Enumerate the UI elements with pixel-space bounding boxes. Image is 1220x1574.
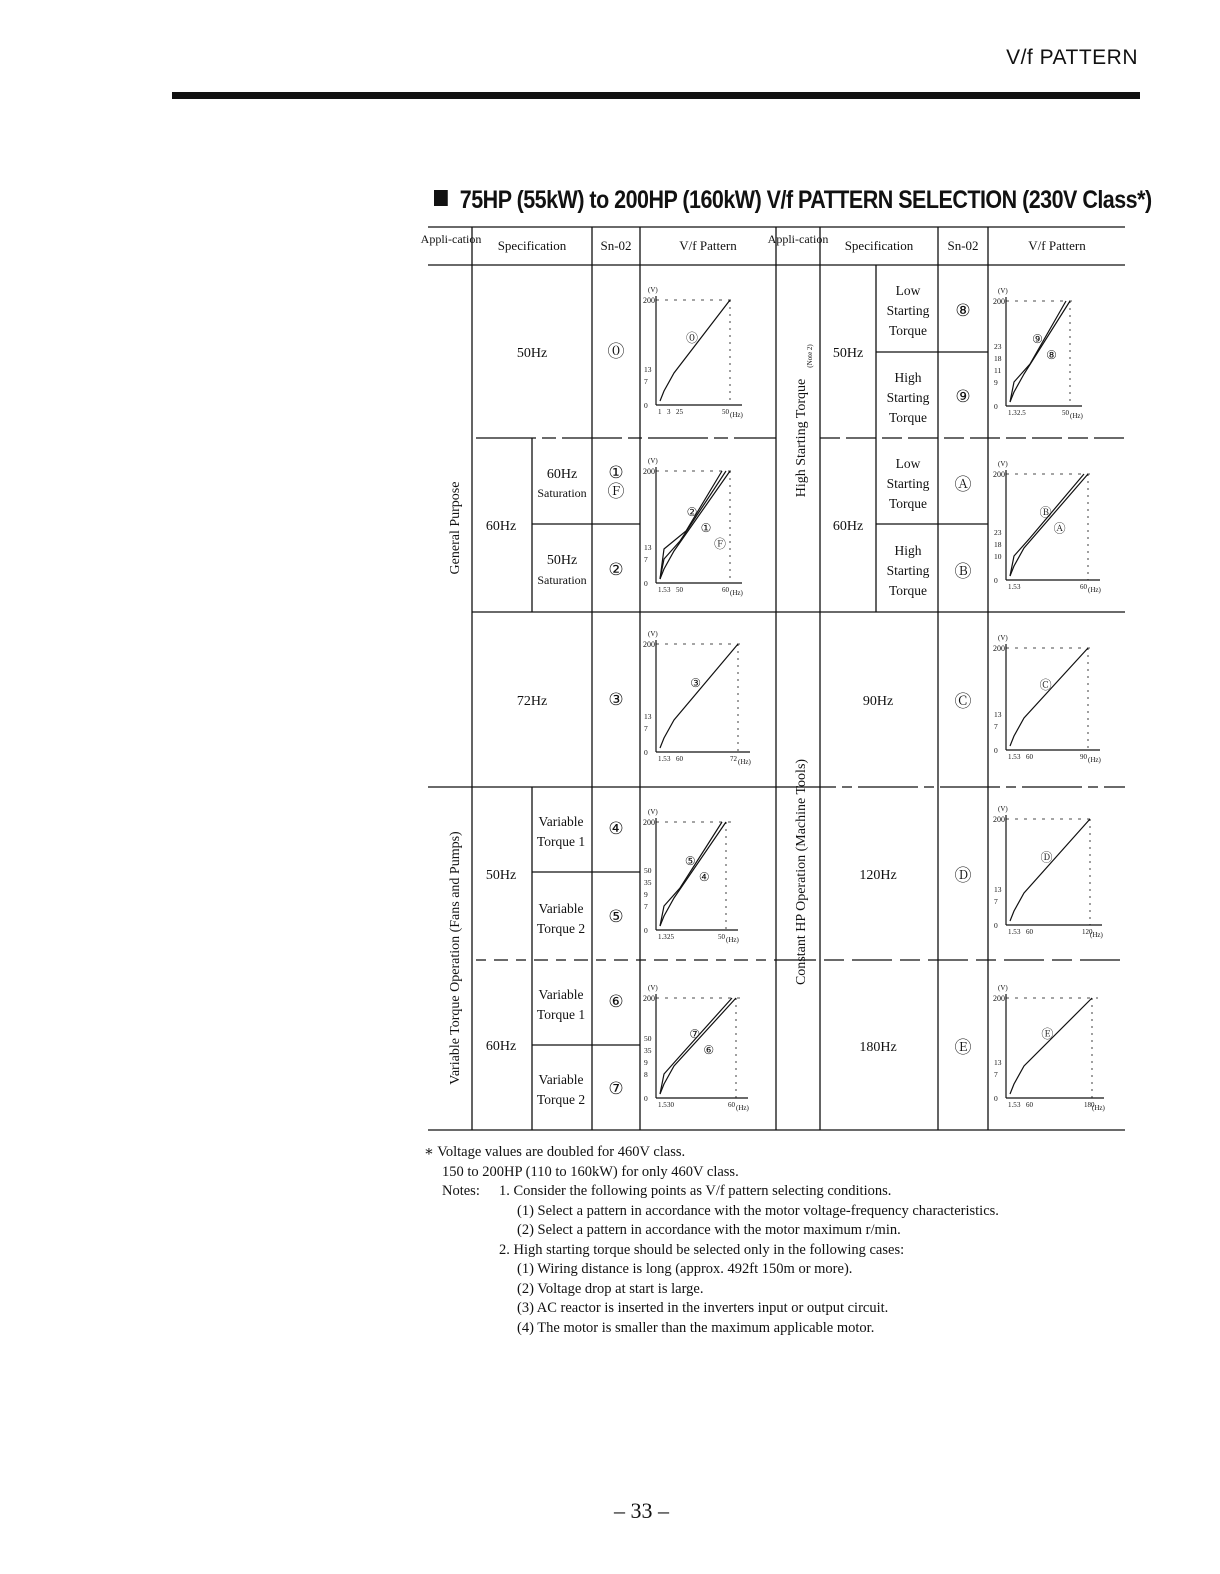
graph-tick-x: 60	[1080, 583, 1087, 591]
label-note2: (Note 2)	[806, 344, 814, 368]
header-sn02-left: Sn-02	[600, 238, 632, 253]
graph-tick-x: 2.5	[1017, 409, 1026, 417]
graph-tick-y: 7	[644, 902, 648, 911]
graph-tick-x: 3	[1017, 583, 1021, 591]
section-header: V/f PATTERN	[1006, 46, 1138, 69]
graph-tick-x: 1.5	[658, 755, 667, 763]
graph-unit-hz: (Hz)	[730, 589, 743, 597]
graph-curve	[660, 471, 726, 579]
graph-tick-200: 200	[643, 640, 655, 649]
spec-180hz: 180Hz	[859, 1040, 897, 1055]
graph-tick-y: 18	[994, 540, 1002, 549]
graph-tick-y: 0	[994, 1094, 998, 1103]
graph-unit-hz: (Hz)	[1092, 1104, 1105, 1112]
graph-unit-v: (V)	[648, 984, 658, 992]
graph-curve-label: ②	[686, 504, 698, 519]
torque-label: Low Starting Torque	[886, 283, 930, 338]
graph-unit-v: (V)	[648, 808, 658, 816]
graph-tick-x: 60	[1026, 1101, 1033, 1109]
sn-6: ⑥	[608, 992, 624, 1011]
graph-curve	[1010, 301, 1070, 402]
graph-tick-y: 0	[994, 402, 998, 411]
graph-curve-label: Ⓕ	[713, 536, 727, 551]
page-number: – 33 –	[614, 1498, 669, 1523]
graph-tick-x: 50	[1062, 409, 1069, 417]
note-2b: (2) Voltage drop at start is large.	[517, 1280, 704, 1297]
graph-tick-y: 50	[644, 866, 652, 875]
graph-tick-x: 120	[1082, 928, 1093, 936]
graph-tick-x: 25	[676, 408, 683, 416]
graph-tick-x: 90	[1080, 753, 1087, 761]
graph-tick-x: 60	[722, 586, 729, 594]
graph-curve-label: ③	[690, 676, 701, 691]
footnote-star1: ∗ Voltage values are doubled for 460V class.	[424, 1144, 686, 1160]
graph-tick-200: 200	[643, 818, 655, 827]
vt-label: Variable Torque 2	[536, 901, 586, 936]
spec-60hz-sat-sub: Saturation	[537, 486, 587, 500]
graph-curve	[660, 998, 736, 1094]
graph-curve-label: ⓪	[685, 331, 699, 345]
sn-2: ②	[608, 560, 624, 579]
vt-label: Variable Torque 1	[536, 814, 586, 849]
note-2a: (1) Wiring distance is long (approx. 492ft 150m or more).	[517, 1261, 853, 1277]
graph-tick-y: 13	[994, 1058, 1002, 1067]
graph-curve	[660, 822, 726, 926]
sn-8: ⑧	[955, 301, 971, 320]
graph-tick-y: 0	[994, 921, 998, 930]
graph-curve	[660, 471, 730, 579]
label-high-starting: High Starting Torque	[794, 378, 809, 498]
graph-curve-label: Ⓔ	[1041, 1027, 1054, 1041]
graph-tick-y: 7	[644, 377, 648, 386]
graph-tick-y: 0	[644, 401, 648, 410]
page-title-text: 75HP (55kW) to 200HP (160kW) V/f PATTERN SELECTION (230V Class*)	[459, 186, 1152, 214]
sn-B: Ⓑ	[954, 562, 972, 581]
graph-curve	[1010, 819, 1090, 921]
graph-tick-y: 7	[994, 722, 998, 731]
label-constant-hp: Constant HP Operation (Machine Tools)	[794, 758, 809, 986]
graph-curve-label: ④	[698, 870, 710, 885]
sn-4: ④	[608, 819, 624, 838]
graph-curve-label: Ⓐ	[1053, 521, 1066, 536]
header-pattern-right: V/f Pattern	[1028, 238, 1086, 253]
note-2d: (4) The motor is smaller than the maximum applicable motor.	[517, 1319, 875, 1336]
graph-tick-x: 1.5	[1008, 583, 1017, 591]
graph-tick-200: 200	[643, 467, 655, 476]
graph-curve-label: Ⓑ	[1039, 505, 1052, 520]
header-application-left: Appli-cation	[420, 232, 482, 246]
header-specification-left: Specification	[497, 238, 567, 253]
label-variable-torque: Variable Torque Operation (Fans and Pumps)	[448, 831, 463, 1085]
graph-tick-y: 13	[644, 365, 652, 374]
graph-tick-y: 9	[644, 890, 648, 899]
graph-unit-hz: (Hz)	[726, 936, 739, 944]
note-1b: (2) Select a pattern in accordance with the motor maximum r/min.	[517, 1222, 901, 1238]
graph-unit-hz: (Hz)	[1070, 412, 1083, 420]
graph-curve-label: ⑨	[1032, 332, 1043, 346]
graph-tick-x: 60	[676, 755, 683, 763]
footnote-star2: 150 to 200HP (110 to 160kW) for only 460V class.	[442, 1163, 739, 1180]
graph-curve	[1010, 474, 1084, 576]
graph-unit-hz: (Hz)	[730, 411, 743, 419]
sn-3: ③	[608, 690, 624, 709]
graph-tick-200: 200	[993, 815, 1005, 824]
graph-curve	[660, 300, 730, 401]
header-pattern-left: V/f Pattern	[679, 238, 737, 253]
graph-tick-x: 50	[722, 408, 729, 416]
graph-tick-200: 200	[643, 994, 655, 1003]
graph-tick-y: 7	[994, 1070, 998, 1079]
graph-unit-hz: (Hz)	[738, 758, 751, 766]
graph-unit-v: (V)	[648, 630, 658, 638]
sn-9: ⑨	[955, 387, 971, 406]
label-general-purpose: General Purpose	[448, 481, 463, 575]
graph-tick-y: 35	[644, 878, 652, 887]
sn-A: Ⓐ	[954, 475, 972, 494]
note-1: 1. Consider the following points as V/f pattern selecting conditions.	[499, 1183, 892, 1199]
sn-C: Ⓒ	[954, 692, 972, 711]
torque-label: High Starting Torque	[886, 543, 930, 598]
graph-tick-x: 3	[667, 755, 671, 763]
graph-tick-y: 13	[994, 885, 1002, 894]
graph-tick-x: 3	[1017, 1101, 1021, 1109]
graph-tick-y: 0	[994, 576, 998, 585]
note-1a: (1) Select a pattern in accordance with the motor voltage-frequency characteristics.	[517, 1202, 999, 1219]
graph-tick-y: 9	[644, 1058, 648, 1067]
sn-E: Ⓔ	[954, 1038, 972, 1057]
spec-v60hz: 60Hz	[485, 1039, 517, 1054]
graph-tick-y: 9	[994, 378, 998, 387]
table-header	[421, 232, 1087, 253]
graph-unit-hz: (Hz)	[1088, 756, 1101, 764]
graph-unit-v: (V)	[648, 286, 658, 294]
graph-unit-v: (V)	[998, 634, 1008, 642]
graph-unit-hz: (Hz)	[1090, 931, 1103, 939]
graph-tick-x: 1.5	[658, 1101, 667, 1109]
graph-tick-y: 8	[644, 1070, 648, 1079]
graph-curve-label: ⑧	[1046, 348, 1057, 362]
footnotes	[424, 1143, 999, 1338]
graph-tick-y: 0	[644, 926, 648, 935]
graph-unit-hz: (Hz)	[1088, 586, 1101, 594]
note-2c: (3) AC reactor is inserted in the inverters input or output circuit.	[517, 1300, 889, 1316]
vt-label: Variable Torque 1	[536, 987, 586, 1022]
spec-50hz-sat-sub: Saturation	[537, 573, 587, 587]
graph-tick-x: 60	[1026, 928, 1033, 936]
graph-curve	[1010, 474, 1088, 576]
graph-tick-y: 50	[644, 1034, 652, 1043]
left-specs	[486, 342, 625, 1098]
graph-tick-x: 1.3	[1008, 409, 1017, 417]
graph-tick-x: 3	[667, 408, 671, 416]
graph-tick-x: 1.3	[658, 933, 667, 941]
graph-tick-y: 7	[644, 555, 648, 564]
graph-tick-y: 7	[644, 724, 648, 733]
graph-tick-x: 60	[728, 1101, 735, 1109]
sn-D: Ⓓ	[954, 866, 972, 885]
graph-tick-x: 50	[676, 586, 683, 594]
graph-curve-label: ⑦	[689, 1027, 701, 1041]
graph-tick-x: 3	[1017, 753, 1021, 761]
sn-0: ⓪	[607, 342, 625, 361]
graph-unit-v: (V)	[998, 287, 1008, 295]
sn-7: ⑦	[608, 1079, 624, 1098]
graph-tick-x: 1.5	[1008, 928, 1017, 936]
spec-h60hz: 60Hz	[832, 519, 864, 534]
graph-tick-y: 23	[994, 528, 1002, 537]
graph-curve-label: ⑤	[684, 854, 696, 869]
graph-tick-y: 35	[644, 1046, 652, 1055]
graph-tick-y: 0	[644, 579, 648, 588]
graph-tick-x: 1.5	[1008, 1101, 1017, 1109]
graph-tick-x: 1	[658, 408, 662, 416]
graph-tick-y: 13	[644, 712, 652, 721]
graph-tick-y: 11	[994, 366, 1002, 375]
sn-F: Ⓕ	[607, 482, 625, 501]
vt-label: Variable Torque 2	[536, 1072, 586, 1107]
torque-label: Low Starting Torque	[886, 456, 930, 511]
graph-tick-y: 0	[644, 748, 648, 757]
graph-tick-x: 3	[1017, 928, 1021, 936]
graph-tick-x: 30	[667, 1101, 674, 1109]
header-specification-right: Specification	[844, 238, 914, 253]
graph-tick-y: 13	[994, 710, 1002, 719]
header-application-right: Appli-cation	[767, 232, 829, 246]
graph-tick-200: 200	[993, 297, 1005, 306]
spec-50hz: 50Hz	[516, 346, 548, 361]
graph-curve	[660, 644, 738, 748]
graph-unit-v: (V)	[998, 460, 1008, 468]
graph-tick-200: 200	[643, 296, 655, 305]
graph-tick-200: 200	[993, 470, 1005, 479]
graph-tick-y: 0	[994, 746, 998, 755]
graph-tick-x: 180	[1084, 1101, 1095, 1109]
graph-tick-x: 3	[667, 586, 671, 594]
torque-label: High Starting Torque	[886, 370, 930, 425]
graph-tick-x: 72	[730, 755, 737, 763]
graph-tick-x: 60	[1026, 753, 1033, 761]
graph-tick-y: 10	[994, 552, 1002, 561]
sn-5: ⑤	[608, 907, 624, 926]
graph-unit-v: (V)	[998, 984, 1008, 992]
spec-60hz-sat: 60Hz	[546, 467, 578, 482]
graph-unit-hz: (Hz)	[736, 1104, 749, 1112]
graph-tick-x: 1.5	[1008, 753, 1017, 761]
graph-curve-label: ①	[700, 520, 712, 535]
graph-tick-200: 200	[993, 644, 1005, 653]
sn-1: ①	[608, 463, 624, 482]
spec-h50hz: 50Hz	[832, 346, 864, 361]
spec-60hz: 60Hz	[485, 519, 517, 534]
graph-tick-x: 50	[718, 933, 725, 941]
application-labels	[448, 344, 814, 1085]
table-lines	[428, 227, 1125, 1130]
graph-tick-y: 23	[994, 342, 1002, 351]
graph-curve	[1010, 648, 1088, 746]
graph-curve-label: ⑥	[703, 1043, 715, 1057]
graph-curve	[1010, 998, 1092, 1094]
spec-90hz: 90Hz	[862, 694, 894, 709]
spec-50hz-sat: 50Hz	[546, 553, 578, 568]
graph-tick-200: 200	[993, 994, 1005, 1003]
spec-v50hz: 50Hz	[485, 868, 517, 883]
note-2: 2. High starting torque should be selected only in the following cases:	[499, 1241, 905, 1258]
graph-unit-v: (V)	[648, 457, 658, 465]
graph-tick-x: 1.5	[658, 586, 667, 594]
header-sn02-right: Sn-02	[947, 238, 979, 253]
graph-curve-label: Ⓒ	[1039, 677, 1052, 692]
graph-tick-y: 7	[994, 897, 998, 906]
graph-curve	[660, 998, 732, 1094]
spec-72hz: 72Hz	[516, 694, 548, 709]
graph-unit-v: (V)	[998, 805, 1008, 813]
notes-label: Notes:	[442, 1183, 480, 1199]
graph-tick-y: 18	[994, 354, 1002, 363]
graph-tick-y: 13	[644, 543, 652, 552]
spec-120hz: 120Hz	[859, 868, 897, 883]
graph-tick-x: 25	[667, 933, 674, 941]
graph-curve-label: Ⓓ	[1040, 850, 1053, 865]
graph-tick-y: 0	[644, 1094, 648, 1103]
